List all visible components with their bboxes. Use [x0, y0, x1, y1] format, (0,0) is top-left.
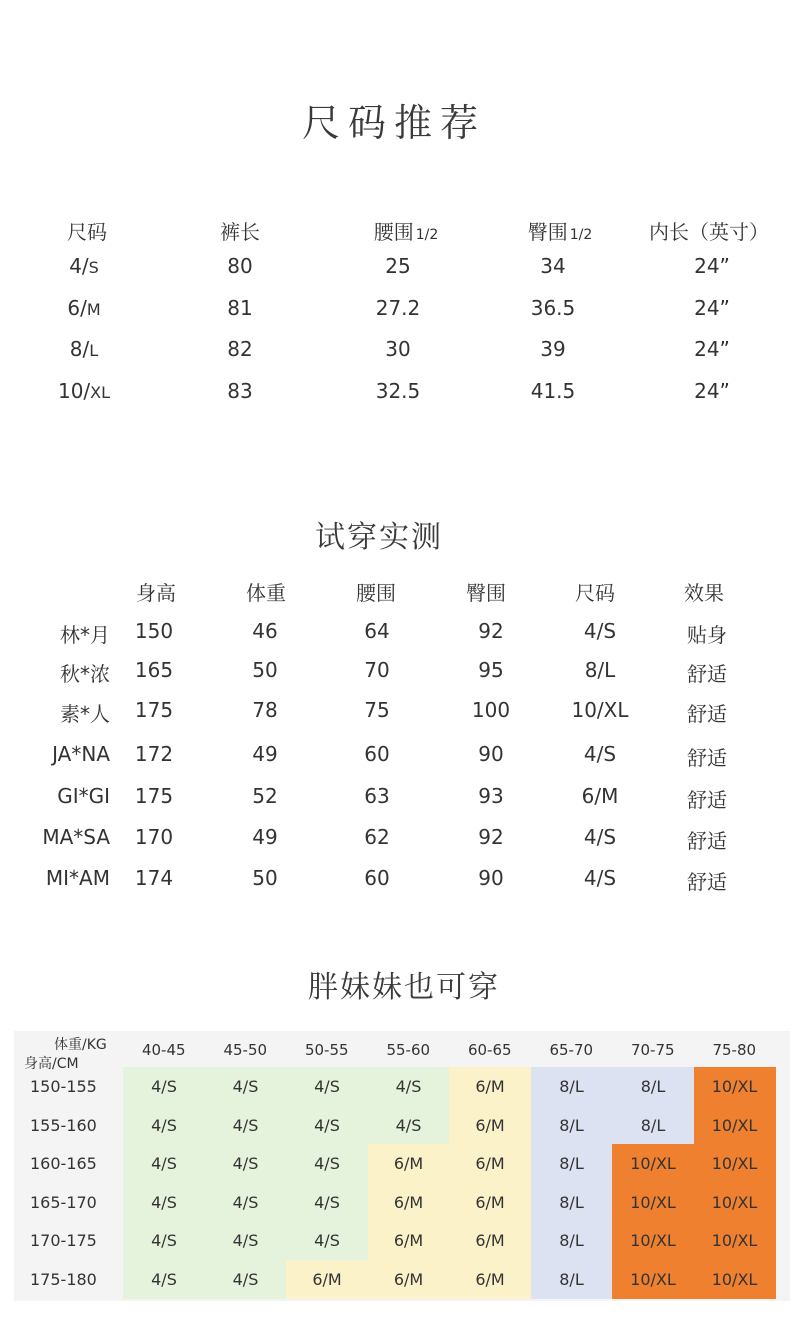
weight-range-header: 45-50 [223, 1041, 268, 1059]
tester-name: 素*人 [60, 702, 110, 726]
height-cell: 165 [134, 658, 174, 682]
matrix-cell: 4/S [286, 1067, 368, 1106]
hip-cell: 92 [478, 825, 504, 849]
inseam-cell: 24” [694, 379, 730, 403]
matrix-cell: 6/M [449, 1260, 531, 1299]
hip-cell: 39 [540, 337, 566, 361]
matrix-cell: 4/S [123, 1183, 205, 1222]
matrix-cell: 6/M [449, 1183, 531, 1222]
matrix-cell: 6/M [368, 1260, 450, 1299]
matrix-cell: 10/XL [694, 1260, 776, 1299]
size-number: 8/ [69, 337, 90, 361]
size-number: 6/ [67, 296, 87, 320]
corner-weight-label: 体重/KG [54, 1037, 107, 1053]
size-cell: 4/S [583, 866, 617, 890]
matrix-cell: 6/M [368, 1183, 450, 1222]
try-on-title: 试穿实测 [315, 520, 443, 555]
height-cell: 175 [134, 784, 174, 808]
corner-height-label: 身高/CM [24, 1056, 79, 1072]
header-hip: 臀围 1/2 [527, 220, 593, 244]
weight-cell: 78 [252, 698, 278, 722]
inseam-cell: 24” [694, 254, 730, 278]
height-range-label: 165-170 [30, 1192, 97, 1212]
weight-cell: 49 [252, 825, 278, 849]
size-matrix-title: 胖妹妹也可穿 [308, 970, 500, 1005]
effect-cell: 舒适 [687, 746, 727, 770]
matrix-cell: 8/L [531, 1221, 613, 1260]
size-number: 10/ [57, 379, 91, 403]
matrix-cell: 6/M [449, 1106, 531, 1145]
matrix-cell: 4/S [368, 1106, 450, 1145]
matrix-cell: 8/L [612, 1106, 694, 1145]
weight-cell: 50 [252, 866, 278, 890]
height-cell: 175 [134, 698, 174, 722]
waist-cell: 32.5 [375, 379, 421, 403]
size-cell [70, 337, 98, 361]
height-cell: 170 [134, 825, 174, 849]
size-cell [67, 296, 100, 320]
inseam-cell: 24” [694, 296, 730, 320]
waist-cell: 30 [385, 337, 411, 361]
matrix-cell: 4/S [123, 1144, 205, 1183]
matrix-cell: 6/M [449, 1067, 531, 1106]
size-letter: XL [90, 383, 111, 402]
hip-cell: 41.5 [530, 379, 576, 403]
matrix-cell: 6/M [368, 1144, 450, 1183]
matrix-cell: 10/XL [694, 1183, 776, 1222]
weight-range-header: 40-45 [141, 1041, 186, 1059]
matrix-cell: 8/L [531, 1144, 613, 1183]
waist-cell: 75 [364, 698, 390, 722]
size-cell [69, 254, 99, 278]
effect-cell: 舒适 [687, 788, 727, 812]
header-height: 身高 [136, 581, 176, 605]
height-cell: 150 [134, 619, 174, 643]
weight-cell: 49 [252, 742, 278, 766]
size-cell [58, 379, 110, 403]
size-letter: S [88, 258, 99, 277]
size-cell: 4/S [583, 742, 617, 766]
matrix-cell: 6/M [449, 1144, 531, 1183]
matrix-cell: 4/S [205, 1221, 287, 1260]
size-cell: 8/L [584, 658, 616, 682]
matrix-cell: 10/XL [612, 1221, 694, 1260]
hip-cell: 34 [540, 254, 566, 278]
header-size: 尺码 [67, 220, 107, 244]
size-matrix-table [14, 1031, 790, 1301]
weight-range-header: 75-80 [712, 1041, 757, 1059]
header-size: 尺码 [575, 581, 615, 605]
matrix-cell: 4/S [368, 1067, 450, 1106]
matrix-cell: 10/XL [612, 1144, 694, 1183]
matrix-cell: 4/S [205, 1067, 287, 1106]
matrix-cell: 6/M [368, 1221, 450, 1260]
waist-cell: 60 [364, 742, 390, 766]
height-cell: 174 [134, 866, 174, 890]
matrix-cell: 4/S [205, 1260, 287, 1299]
matrix-cell: 10/XL [694, 1221, 776, 1260]
matrix-cell: 10/XL [694, 1144, 776, 1183]
weight-range-header: 60-65 [467, 1041, 512, 1059]
header-waist: 腰围 1/2 [373, 220, 439, 244]
size-cell: 6/M [581, 784, 619, 808]
matrix-cell: 4/S [123, 1106, 205, 1145]
tester-name: MA*SA [42, 825, 110, 849]
height-cell: 172 [134, 742, 174, 766]
matrix-cell: 8/L [531, 1183, 613, 1222]
height-range-label: 155-160 [30, 1115, 97, 1135]
length-cell: 83 [227, 379, 253, 403]
matrix-cell: 4/S [286, 1183, 368, 1222]
tester-name: MI*AM [45, 866, 110, 890]
hip-cell: 90 [478, 866, 504, 890]
tester-name: 秋*浓 [60, 662, 110, 686]
hip-cell: 95 [478, 658, 504, 682]
waist-cell: 27.2 [375, 296, 421, 320]
header-inseam: 内长（英寸） [649, 220, 769, 244]
length-cell: 80 [227, 254, 253, 278]
header-length: 裤长 [220, 220, 260, 244]
matrix-cell: 4/S [205, 1106, 287, 1145]
size-letter: M [86, 300, 101, 319]
inseam-cell: 24” [694, 337, 730, 361]
matrix-cell: 8/L [531, 1260, 613, 1299]
weight-cell: 46 [252, 619, 278, 643]
waist-cell: 25 [385, 254, 411, 278]
matrix-cell: 10/XL [694, 1106, 776, 1145]
header-waist: 腰围 [356, 581, 396, 605]
matrix-cell: 6/M [286, 1260, 368, 1299]
size-cell: 4/S [583, 619, 617, 643]
header-effect: 效果 [684, 581, 724, 605]
hip-cell: 100 [471, 698, 511, 722]
tester-name: JA*NA [52, 742, 110, 766]
effect-cell: 舒适 [687, 702, 727, 726]
waist-cell: 60 [364, 866, 390, 890]
matrix-cell: 4/S [123, 1260, 205, 1299]
matrix-cell: 4/S [286, 1106, 368, 1145]
weight-cell: 52 [252, 784, 278, 808]
effect-cell: 贴身 [687, 623, 727, 647]
length-cell: 81 [227, 296, 253, 320]
height-range-label: 160-165 [30, 1154, 97, 1173]
header-hip-sub: 1/2 [569, 227, 593, 243]
matrix-cell: 4/S [286, 1221, 368, 1260]
height-range-label: 150-155 [30, 1077, 97, 1096]
matrix-cell: 8/L [612, 1067, 694, 1106]
size-cell: 10/XL [571, 698, 629, 722]
matrix-cell: 4/S [286, 1144, 368, 1183]
hip-cell: 92 [478, 619, 504, 643]
header-weight: 体重 [246, 581, 286, 605]
matrix-cell: 10/XL [612, 1183, 694, 1222]
effect-cell: 舒适 [687, 829, 727, 853]
weight-range-header: 55-60 [386, 1041, 431, 1059]
effect-cell: 舒适 [687, 870, 727, 894]
waist-cell: 62 [364, 825, 390, 849]
weight-cell: 50 [252, 658, 278, 682]
weight-range-header: 65-70 [549, 1041, 594, 1059]
matrix-cell: 10/XL [694, 1067, 776, 1106]
matrix-cell: 4/S [205, 1144, 287, 1183]
matrix-cell: 10/XL [612, 1260, 694, 1299]
hip-cell: 90 [478, 742, 504, 766]
height-range-label: 170-175 [30, 1231, 97, 1250]
height-range-label: 175-180 [30, 1269, 97, 1289]
size-recommend-title: 尺码推荐 [302, 101, 487, 145]
weight-range-header: 50-55 [304, 1041, 349, 1059]
length-cell: 82 [227, 337, 253, 361]
hip-cell: 93 [478, 784, 504, 808]
tester-name: GI*GI [57, 784, 110, 808]
waist-cell: 63 [364, 784, 390, 808]
hip-cell: 36.5 [530, 296, 576, 320]
tester-name: 林*月 [60, 623, 110, 647]
matrix-cell: 4/S [205, 1183, 287, 1222]
waist-cell: 64 [364, 619, 390, 643]
matrix-cell: 8/L [531, 1106, 613, 1145]
matrix-cell: 4/S [123, 1067, 205, 1106]
waist-cell: 70 [364, 658, 390, 682]
header-hip: 臀围 [466, 581, 506, 605]
matrix-cell: 4/S [123, 1221, 205, 1260]
matrix-cell: 6/M [449, 1221, 531, 1260]
header-waist-sub: 1/2 [415, 227, 439, 243]
size-letter: L [89, 341, 99, 360]
effect-cell: 舒适 [687, 662, 727, 686]
matrix-cell: 8/L [531, 1067, 613, 1106]
size-number: 4/ [69, 254, 89, 278]
weight-range-header: 70-75 [630, 1041, 675, 1059]
size-cell: 4/S [583, 825, 617, 849]
